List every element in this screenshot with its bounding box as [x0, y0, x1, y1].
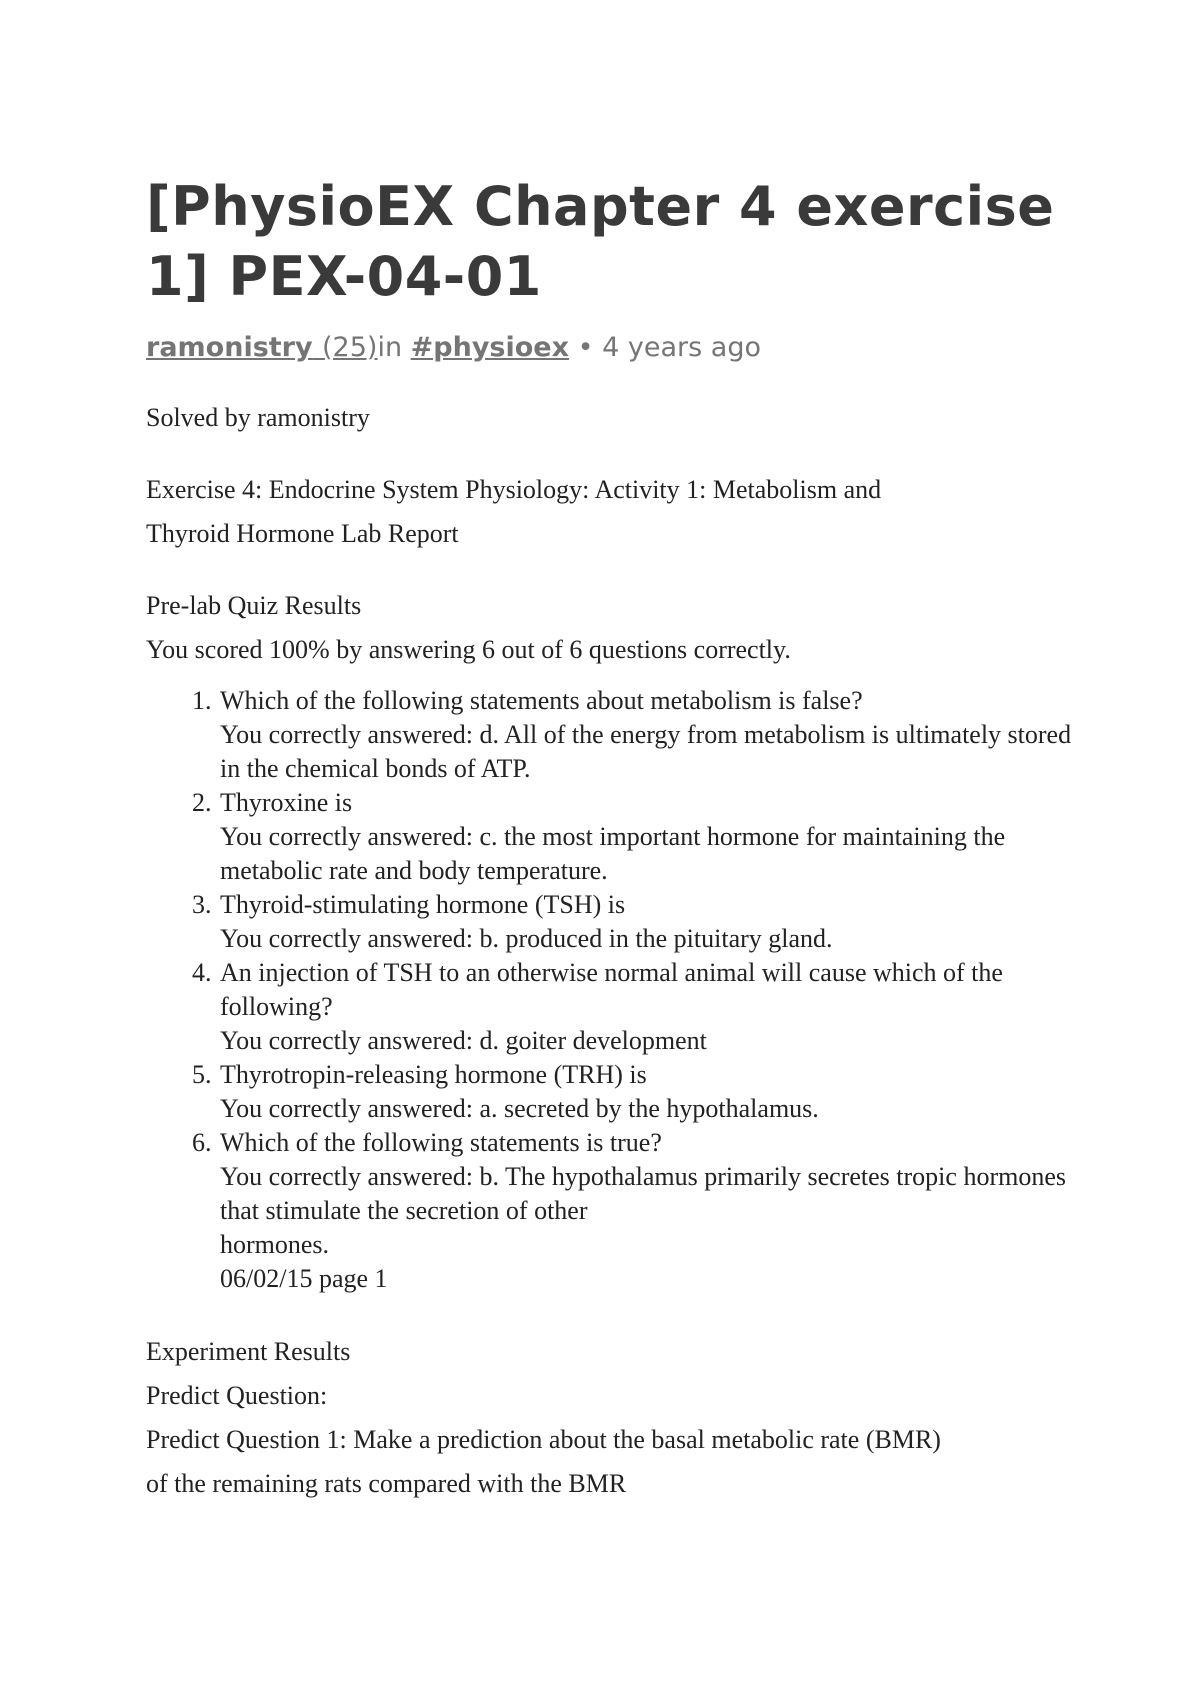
page-marker: 06/02/15 page 1 [220, 1264, 388, 1293]
list-item [218, 786, 1086, 888]
exercise-title-line-1: Exercise 4: Endocrine System Physiology: Activity 1: Metabolism and [146, 475, 882, 504]
experiment-heading: Experiment Results [146, 1337, 351, 1366]
quiz-answer: You correctly answered: d. goiter development [220, 1026, 707, 1055]
author-name: ramonistry [146, 332, 313, 363]
list-item [218, 1058, 1086, 1126]
list-item [218, 1126, 1086, 1296]
predict-question-line-1: Predict Question 1: Make a prediction about the basal metabolic rate (BMR) [146, 1425, 941, 1454]
author-reputation: (25) [322, 332, 378, 363]
quiz-question: 2. Thyroxine is [220, 788, 353, 817]
quiz-answer: You correctly answered: d. All of the energy from metabolism is ultimately stored in the chemical bonds of ATP. [220, 720, 1072, 783]
quiz-answer: You correctly answered: b. The hypothalamus primarily secretes tropic hormones that stimulate the secretion of other [220, 1162, 1066, 1225]
page-title: [PhysioEX Chapter 4 exercise 1] PEX-04-01 [146, 175, 1055, 308]
author-link[interactable] [146, 332, 377, 363]
post-age: 4 years ago [602, 332, 761, 363]
quiz-answer-continued: hormones. [220, 1230, 330, 1259]
quiz-score: You scored 100% by answering 6 out of 6 questions correctly. [146, 635, 791, 664]
in-label: in [377, 332, 403, 363]
quiz-question-list [146, 684, 1086, 1296]
list-item [218, 956, 1086, 1058]
prelab-section [146, 584, 1086, 672]
exercise-title [146, 468, 1086, 556]
solved-by: Solved by ramonistry [146, 403, 370, 432]
experiment-section [146, 1330, 1086, 1506]
post-body [146, 396, 1086, 1506]
quiz-question: 4. An injection of TSH to an otherwise normal animal will cause which of the following? [220, 958, 1003, 1021]
prelab-heading: Pre-lab Quiz Results [146, 591, 362, 620]
quiz-question: 6. Which of the following statements is true? [220, 1128, 662, 1157]
exercise-title-line-2: Thyroid Hormone Lab Report [146, 519, 459, 548]
quiz-answer: You correctly answered: c. the most important hormone for maintaining the metabolic rate and body temperature. [220, 822, 1006, 885]
quiz-answer: You correctly answered: b. produced in the pituitary gland. [220, 924, 833, 953]
predict-question-line-2: of the remaining rats compared with the BMR [146, 1469, 627, 1498]
quiz-question: 5. Thyrotropin-releasing hormone (TRH) is [220, 1060, 647, 1089]
quiz-question: 1. Which of the following statements about metabolism is false? [220, 686, 863, 715]
list-item [218, 684, 1086, 786]
predict-heading: Predict Question: [146, 1381, 328, 1410]
meta-separator: • [569, 332, 603, 363]
post-meta [146, 328, 1086, 368]
tag-link[interactable]: #physioex [410, 332, 570, 363]
quiz-answer: You correctly answered: a. secreted by the hypothalamus. [220, 1094, 819, 1123]
document-page [146, 172, 1086, 1506]
list-item [218, 888, 1086, 956]
quiz-question: 3. Thyroid-stimulating hormone (TSH) is [220, 890, 626, 919]
